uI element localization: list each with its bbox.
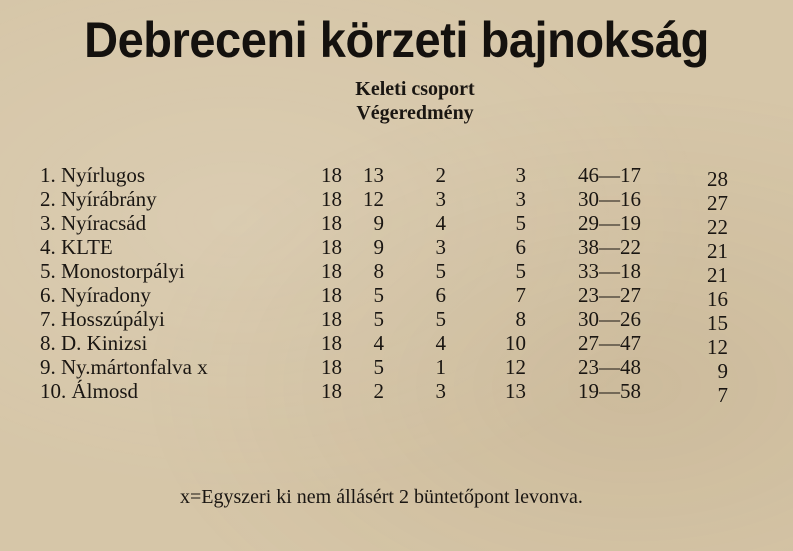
games-drawn: 5 [435, 259, 446, 283]
games-lost: 3 [515, 163, 526, 187]
goal-ratio: 19—58 [578, 379, 641, 403]
games-won: 5 [373, 283, 384, 307]
games-played: 18 [321, 211, 342, 235]
team-name: 2. Nyírábrány [40, 187, 157, 211]
goal-ratio: 33—18 [578, 259, 641, 283]
goal-ratio: 23—48 [578, 355, 641, 379]
table-row [0, 211, 793, 239]
table-row [0, 259, 793, 287]
points: 16 [707, 287, 728, 311]
team-name: 1. Nyírlugos [40, 163, 145, 187]
games-lost: 7 [515, 283, 526, 307]
games-drawn: 3 [435, 235, 446, 259]
group-subtitle: Keleti csoport [355, 78, 475, 100]
games-won: 5 [373, 355, 384, 379]
team-name: 9. Ny.mártonfalva x [40, 355, 208, 379]
points: 12 [707, 335, 728, 359]
games-drawn: 3 [435, 379, 446, 403]
goal-ratio: 30—16 [578, 187, 641, 211]
games-played: 18 [321, 379, 342, 403]
games-drawn: 1 [435, 355, 446, 379]
games-drawn: 4 [435, 331, 446, 355]
table-row [0, 235, 793, 263]
points: 28 [707, 167, 728, 191]
page-title: Debreceni körzeti bajnokság [84, 12, 709, 68]
team-name: 7. Hosszúpályi [40, 307, 165, 331]
team-name: 6. Nyíradony [40, 283, 151, 307]
points: 22 [707, 215, 728, 239]
games-played: 18 [321, 331, 342, 355]
games-lost: 13 [505, 379, 526, 403]
goal-ratio: 23—27 [578, 283, 641, 307]
table-row [0, 283, 793, 311]
games-lost: 5 [515, 259, 526, 283]
table-row [0, 379, 793, 407]
table-row [0, 355, 793, 383]
team-name: 5. Monostorpályi [40, 259, 185, 283]
games-drawn: 6 [435, 283, 446, 307]
points: 15 [707, 311, 728, 335]
games-won: 12 [363, 187, 384, 211]
goal-ratio: 29—19 [578, 211, 641, 235]
footnote: x=Egyszeri ki nem állásért 2 büntetőpont levonva. [180, 486, 583, 508]
games-played: 18 [321, 187, 342, 211]
points: 27 [707, 191, 728, 215]
team-name: 4. KLTE [40, 235, 113, 259]
team-name: 10. Álmosd [40, 379, 139, 403]
games-lost: 3 [515, 187, 526, 211]
goal-ratio: 30—26 [578, 307, 641, 331]
games-won: 4 [373, 331, 384, 355]
games-drawn: 3 [435, 187, 446, 211]
points: 9 [717, 359, 728, 383]
result-subtitle: Végeredmény [356, 102, 474, 124]
goal-ratio: 38—22 [578, 235, 641, 259]
games-lost: 6 [515, 235, 526, 259]
games-won: 5 [373, 307, 384, 331]
games-drawn: 2 [435, 163, 446, 187]
games-won: 9 [373, 211, 384, 235]
games-lost: 10 [505, 331, 526, 355]
games-won: 13 [363, 163, 384, 187]
team-name: 8. D. Kinizsi [40, 331, 148, 355]
points: 21 [707, 263, 728, 287]
points: 21 [707, 239, 728, 263]
games-lost: 12 [505, 355, 526, 379]
games-played: 18 [321, 307, 342, 331]
table-row [0, 307, 793, 335]
table-row [0, 163, 793, 191]
games-played: 18 [321, 235, 342, 259]
games-lost: 8 [515, 307, 526, 331]
games-won: 9 [373, 235, 384, 259]
games-won: 8 [373, 259, 384, 283]
goal-ratio: 27—47 [578, 331, 641, 355]
games-drawn: 5 [435, 307, 446, 331]
games-won: 2 [373, 379, 384, 403]
table-row [0, 187, 793, 215]
games-played: 18 [321, 355, 342, 379]
games-lost: 5 [515, 211, 526, 235]
table-row [0, 331, 793, 359]
goal-ratio: 46—17 [578, 163, 641, 187]
games-drawn: 4 [435, 211, 446, 235]
games-played: 18 [321, 259, 342, 283]
points: 7 [717, 383, 728, 407]
team-name: 3. Nyíracsád [40, 211, 147, 235]
games-played: 18 [321, 163, 342, 187]
games-played: 18 [321, 283, 342, 307]
